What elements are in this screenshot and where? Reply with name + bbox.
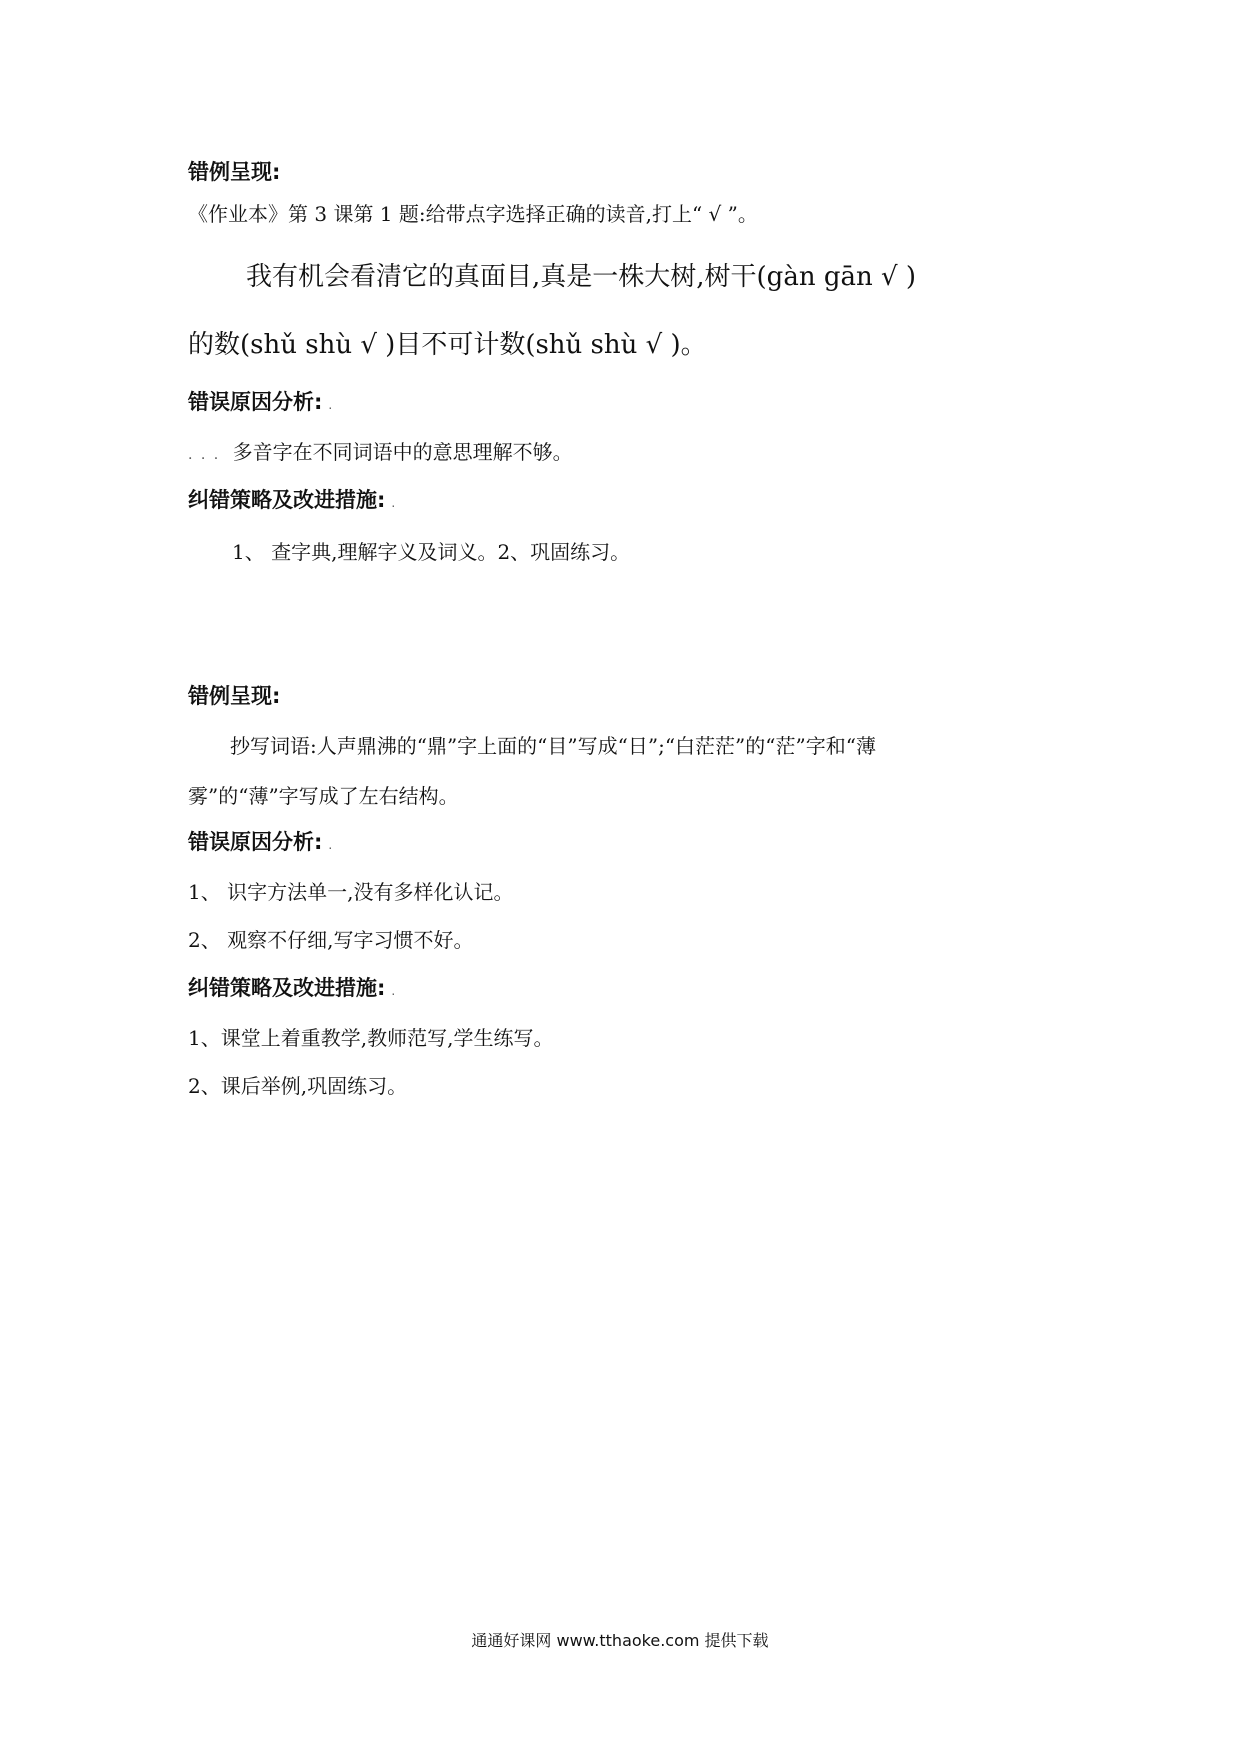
- section1-example-heading: [188, 160, 280, 185]
- section2-task-line2: 雾”的“薄”字写成了左右结构。: [188, 784, 459, 808]
- section2-task-line1: 抄写词语:人声鼎沸的“鼎”字上面的“目”写成“日”;“白茫茫”的“茫”字和“薄: [230, 734, 876, 758]
- section1-strategy-heading-text: 纠错策略及改进措施:: [188, 488, 386, 512]
- heading-trailing-dot: .: [328, 838, 333, 852]
- section2-example-heading-text: 错例呈现:: [188, 684, 281, 708]
- section1-strategy-heading: [188, 488, 395, 513]
- analysis-dot-marker: . . .: [188, 447, 221, 463]
- page-footer: 通通好课网 www.tthaoke.com 提供下载: [471, 1631, 769, 1650]
- section1-sentence-line2: 的数(shǔ shù √ )目不可计数(shǔ shù √ )。: [188, 330, 707, 360]
- section2-analysis-item: 1、 识字方法单一,没有多样化认记。: [188, 880, 514, 904]
- heading-trailing-dot: .: [391, 496, 396, 510]
- section2-analysis-heading-text: 错误原因分析:: [188, 830, 323, 854]
- section1-task: 《作业本》第 3 课第 1 题:给带点字选择正确的读音,打上“ √ ”。: [188, 202, 758, 226]
- section2-strategy-heading-text: 纠错策略及改进措施:: [188, 976, 386, 1000]
- section2-strategy-heading: [188, 976, 395, 1001]
- section1-analysis-heading-text: 错误原因分析:: [188, 390, 323, 414]
- section1-sentence-line1: 我有机会看清它的真面目,真是一株大树,树干(gàn gān √ ): [246, 262, 916, 292]
- heading-trailing-dot: .: [328, 398, 333, 412]
- section1-example-heading-text: 错例呈现:: [188, 160, 281, 184]
- section2-strategy-item: 2、课后举例,巩固练习。: [188, 1074, 408, 1098]
- section2-analysis-item: 2、 观察不仔细,写字习惯不好。: [188, 928, 474, 952]
- section2-strategy-item: 1、课堂上着重教学,教师范写,学生练写。: [188, 1026, 554, 1050]
- heading-trailing-dot: .: [391, 984, 396, 998]
- section1-analysis-heading: [188, 390, 332, 415]
- section2-analysis-heading: [188, 830, 332, 855]
- section1-strategy-text: 1、 查字典,理解字义及词义。2、巩固练习。: [232, 540, 631, 564]
- section1-analysis-text-line: [188, 440, 573, 464]
- section2-example-heading: [188, 684, 280, 709]
- section1-analysis-text: 多音字在不同词语中的意思理解不够。: [232, 440, 573, 464]
